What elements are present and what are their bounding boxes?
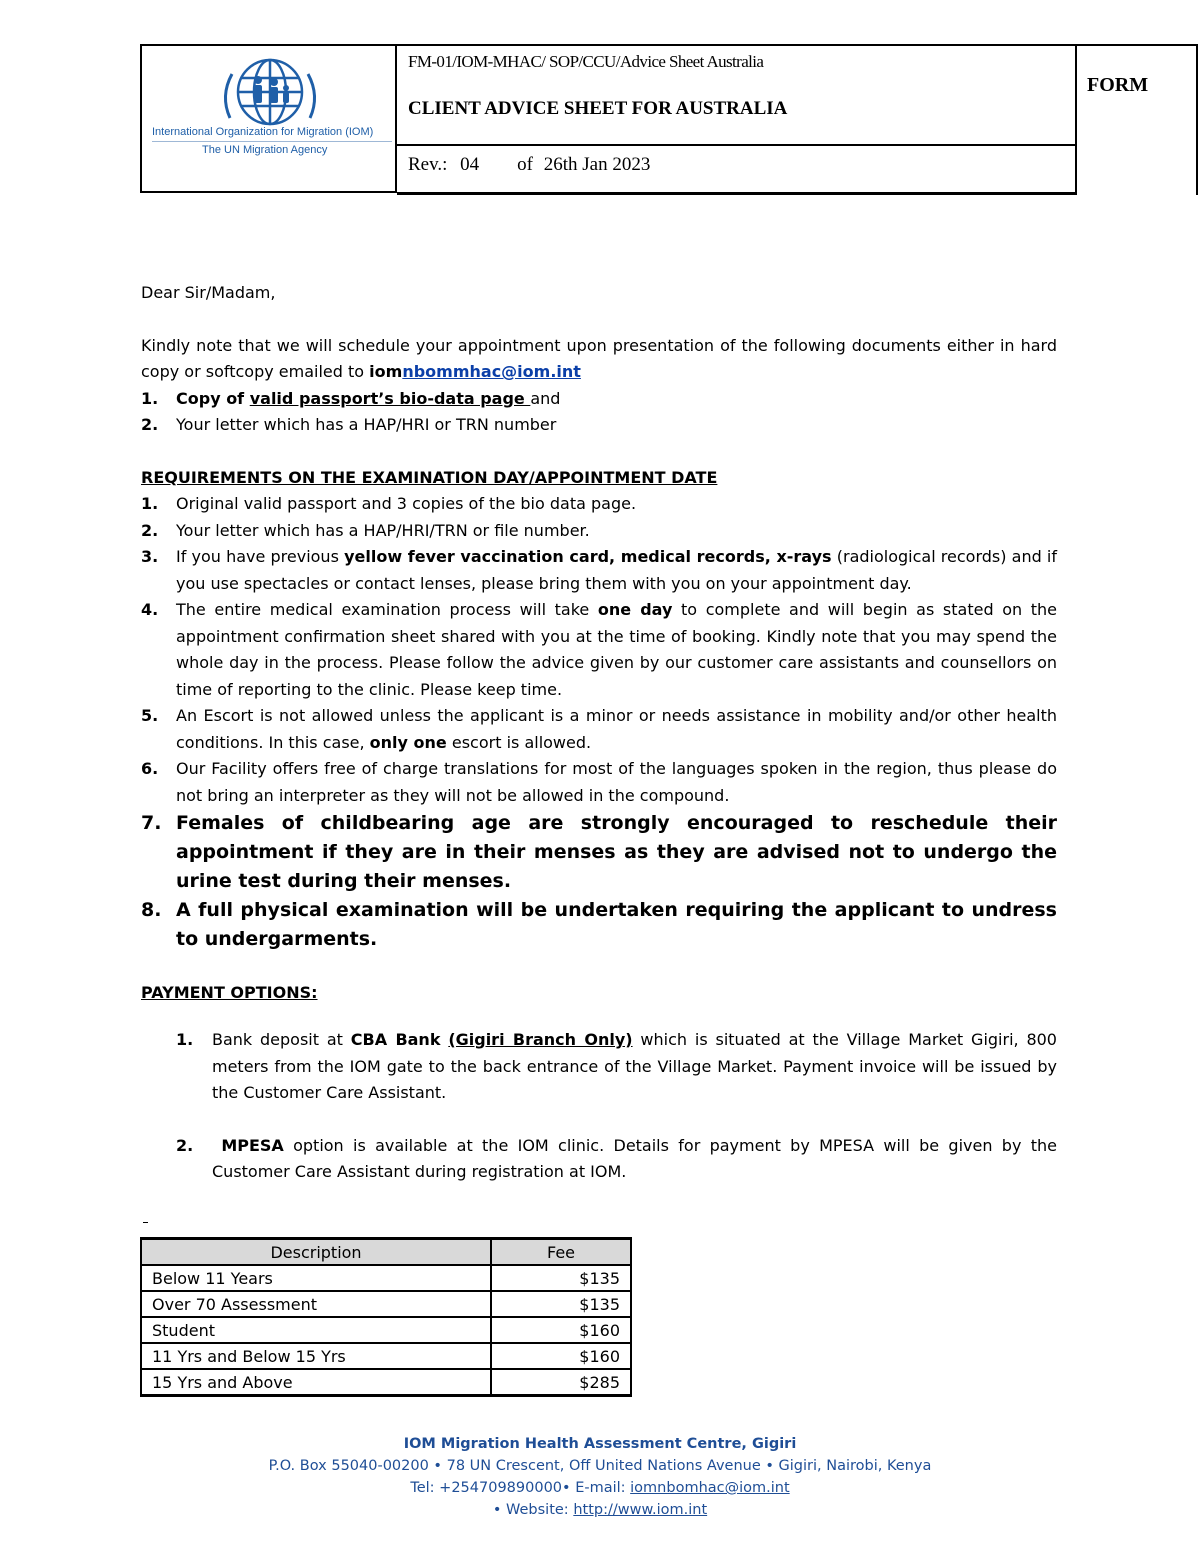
intro-text: Kindly note that we will schedule your appointment upon presentation of the following documents either in hard copy or softcopy emailed to xyxy=(141,335,1057,381)
list-item: 1. Copy of valid passport’s bio-data page and xyxy=(141,388,561,408)
footer-website-link[interactable]: http://www.iom.int xyxy=(573,1502,708,1518)
email-prefix: iom xyxy=(369,362,403,381)
stray-mark xyxy=(143,1222,148,1223)
list-item: 4. The entire medical examination process will take one day to complete and will begin as stated on the appointment confirmation sheet shared with you at the time of booking. Kindly note that you may spend the whole day in the process. Please follow the advice given by our customer care assistants and counsellors on time of reporting to the clinic. Please keep time. xyxy=(141,600,1058,699)
greeting: Dear Sir/Madam, xyxy=(141,283,276,302)
logo-tagline: The UN Migration Agency xyxy=(202,144,328,156)
footer-contact: Tel: +254709890000• E-mail: iomnbomhac@iom.int xyxy=(410,1480,790,1496)
rev-label: Rev.: xyxy=(408,154,448,175)
table-row: Below 11 Years $135 xyxy=(141,1265,631,1291)
requirements-list xyxy=(141,491,1057,954)
document-reference: FM-01/IOM-MHAC/ SOP/CCU/Advice Sheet Australia xyxy=(408,52,764,71)
column-header-description: Description xyxy=(141,1239,491,1266)
document-title: CLIENT ADVICE SHEET FOR AUSTRALIA xyxy=(408,98,788,119)
logo-org-name: International Organization for Migration (IOM) xyxy=(152,126,374,138)
revision-cell xyxy=(397,146,1077,195)
title-cell xyxy=(397,44,1077,146)
footer-email-link[interactable]: iomnbomhac@iom.int xyxy=(630,1480,790,1496)
list-item: 6. Our Facility offers free of charge translations for most of the languages spoken in the region, thus please do not bring an interpreter as they will not be allowed in the compound. xyxy=(141,759,1057,805)
list-item: 7. Females of childbearing age are strongly encouraged to reschedule their appointment if they are in their menses as they are advised not to undergo the urine test during their menses. xyxy=(141,812,1057,892)
intro-paragraph xyxy=(141,333,1057,386)
table-row: Over 70 Assessment $135 xyxy=(141,1291,631,1317)
rev-date: 26th Jan 2023 xyxy=(543,154,651,175)
table-row: Student $160 xyxy=(141,1317,631,1343)
revision-line xyxy=(408,154,650,176)
iom-globe-logo-icon xyxy=(150,56,390,128)
appointment-email-link[interactable]: nbommhac@iom.int xyxy=(402,362,581,381)
schedule-documents-list xyxy=(141,386,1057,439)
rev-of: of xyxy=(517,154,533,175)
rev-number: 04 xyxy=(460,154,480,175)
payment-options-list xyxy=(176,1027,1057,1186)
list-item: 1. Bank deposit at CBA Bank (Gigiri Branch Only) which is situated at the Village Market Gigiri, 800 meters from the IOM gate to the back entrance of the Village Market. Payment invoice will be issued by the Customer Care Assistant. xyxy=(176,1030,1057,1102)
form-label: FORM xyxy=(1087,74,1149,96)
footer-centre-name: IOM Migration Health Assessment Centre, Gigiri xyxy=(403,1436,797,1452)
fee-table xyxy=(140,1237,632,1397)
table-header-row xyxy=(141,1239,631,1266)
list-item: 5. An Escort is not allowed unless the applicant is a minor or needs assistance in mobility and/or other health conditions. In this case, only one escort is allowed. xyxy=(141,706,1057,752)
form-cell xyxy=(1077,44,1198,195)
table-row: 15 Yrs and Above $285 xyxy=(141,1369,631,1396)
list-item: 3. If you have previous yellow fever vaccination card, medical records, x-rays (radiological records) and if you use spectacles or contact lenses, please bring them with you on your appointment day. xyxy=(141,547,1058,593)
letter-body xyxy=(141,280,1057,1007)
footer-website: • Website: http://www.iom.int xyxy=(492,1502,708,1518)
requirements-heading: REQUIREMENTS ON THE EXAMINATION DAY/APPOINTMENT DATE xyxy=(141,467,718,487)
column-header-fee: Fee xyxy=(491,1239,631,1266)
logo-cell xyxy=(140,44,397,193)
payment-heading: PAYMENT OPTIONS: xyxy=(141,983,318,1002)
document-header xyxy=(140,44,1149,195)
list-item: 2. MPESA option is available at the IOM clinic. Details for payment by MPESA will be given by the Customer Care Assistant during registration at IOM. xyxy=(176,1135,1057,1181)
footer-address: P.O. Box 55040-00200 • 78 UN Crescent, Off United Nations Avenue • Gigiri, Nairobi, Kenya xyxy=(268,1458,932,1474)
list-item: 2. Your letter which has a HAP/HRI or TRN number xyxy=(141,415,557,434)
list-item: 8. A full physical examination will be undertaken requiring the applicant to undress to undergarments. xyxy=(141,899,1057,950)
logo-divider xyxy=(152,141,392,142)
list-item: 2. Your letter which has a HAP/HRI/TRN or file number. xyxy=(141,520,590,540)
list-item: 1. Original valid passport and 3 copies of the bio data page. xyxy=(141,494,637,513)
table-row: 11 Yrs and Below 15 Yrs $160 xyxy=(141,1343,631,1369)
